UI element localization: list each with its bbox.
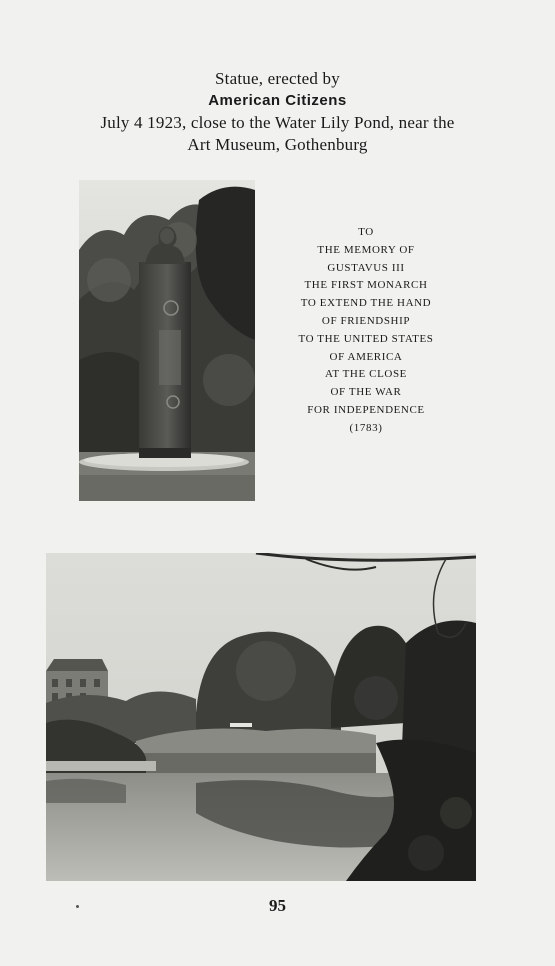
pond-photo-image <box>46 553 476 881</box>
inscription-line: GUSTAVUS III <box>327 261 405 274</box>
inscription-line: OF AMERICA <box>329 350 403 363</box>
inscription-line: (1783) <box>349 421 383 434</box>
inscription-line: TO THE UNITED STATES <box>298 332 434 345</box>
inscription-line: TO <box>358 226 374 238</box>
page-number: 95 <box>269 896 286 915</box>
statue-photograph <box>79 180 255 501</box>
inscription-line: OF THE WAR <box>330 386 402 399</box>
photo-caption <box>0 68 555 156</box>
monument-inscription <box>282 224 450 438</box>
inscription-line: TO EXTEND THE HAND <box>300 297 432 310</box>
caption-line-3: July 4 1923, close to the Water Lily Pond, near the <box>100 113 455 132</box>
inscription-line: FOR INDEPENDENCE <box>307 403 425 416</box>
inscription-line: AT THE CLOSE <box>325 368 407 381</box>
inscription-line: THE MEMORY OF <box>317 243 415 256</box>
statue-photo-image <box>79 180 255 501</box>
caption-line-1: Statue, erected by <box>215 69 340 88</box>
inscription-line: OF FRIENDSHIP <box>321 314 411 327</box>
inscription-line: THE FIRST MONARCH <box>304 279 428 292</box>
caption-line-2: American Citizens <box>208 92 347 109</box>
caption-line-4: Art Museum, Gothenburg <box>187 135 368 154</box>
water-lily-pond-photograph <box>46 553 476 881</box>
